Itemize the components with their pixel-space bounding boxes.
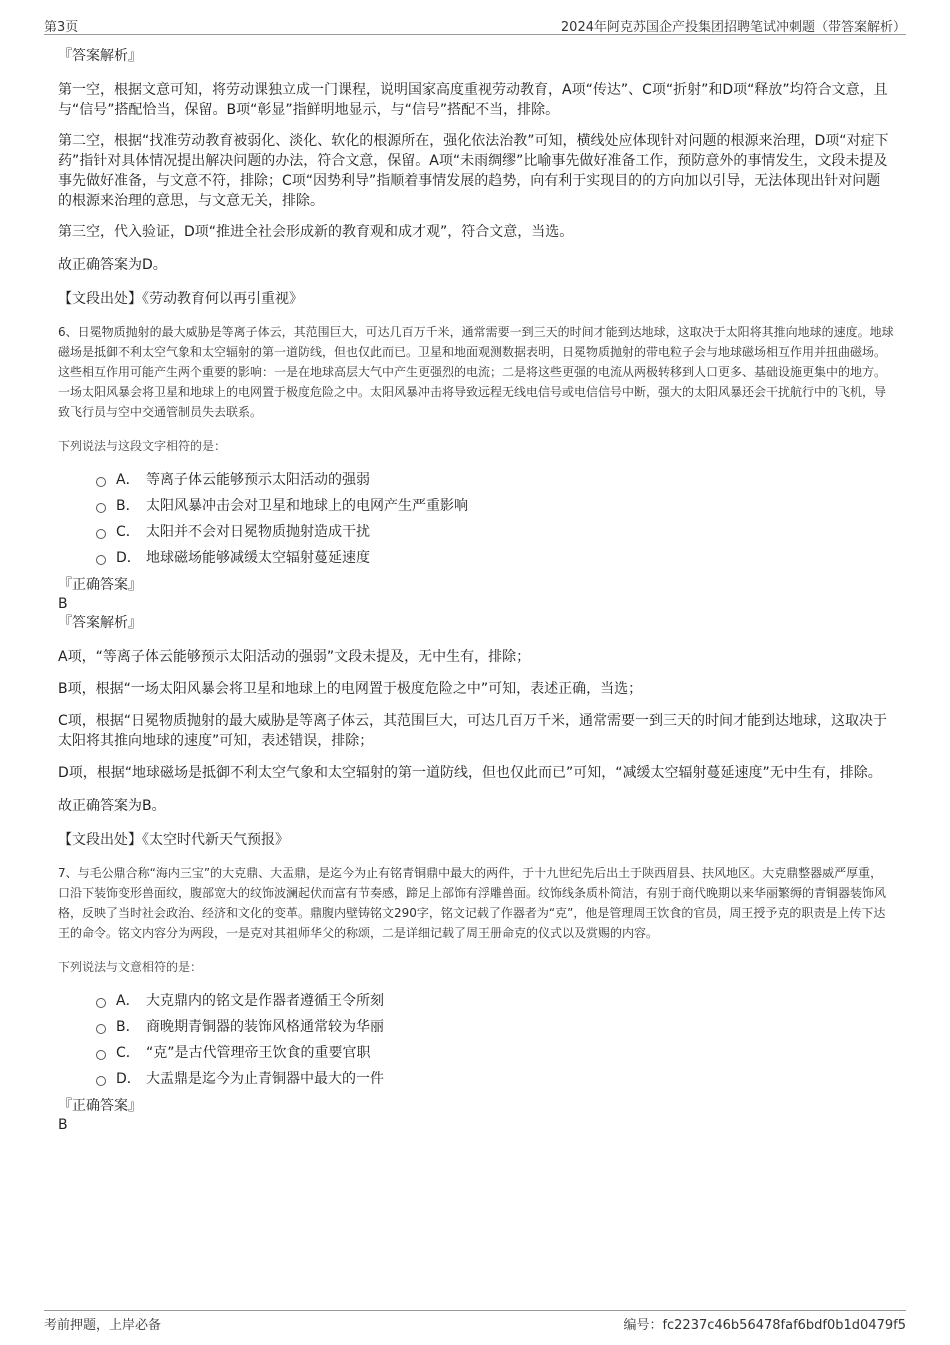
option-a[interactable]: A． 大克鼎内的铭文是作器者遵循王令所刻: [96, 987, 894, 1013]
option-d[interactable]: D． 大盂鼎是迄今为止青铜器中最大的一件: [96, 1065, 894, 1091]
radio-button[interactable]: [96, 1050, 106, 1060]
analysis-paragraph: D项，根据“地球磁场是抵御不利太空气象和太空辐射的第一道防线，但也仅此而已”可知，“减缓太空辐射蔓延速度”无中生有，排除。: [58, 765, 882, 781]
option-a[interactable]: A． 等离子体云能够预示太阳活动的强弱: [96, 466, 894, 492]
page-number: 第3页: [44, 20, 79, 35]
radio-button[interactable]: [96, 529, 106, 539]
option-list: [96, 466, 894, 570]
option-list: [96, 987, 894, 1091]
radio-button[interactable]: [96, 503, 106, 513]
radio-button[interactable]: [96, 998, 106, 1008]
option-b[interactable]: B． 太阳风暴冲击会对卫星和地球上的电网产生严重影响: [96, 492, 894, 518]
option-text: 太阳风暴冲击会对卫星和地球上的电网产生严重影响: [146, 498, 468, 514]
analysis-paragraph: 第三空，代入验证，D项“推进全社会形成新的教育观和成才观”，符合文意，当选。: [58, 224, 574, 240]
radio-button[interactable]: [96, 1024, 106, 1034]
footer-slogan: 考前押题，上岸必备: [44, 1318, 162, 1333]
conclusion: 故正确答案为D。: [58, 257, 167, 273]
correct-answer-value: B: [58, 596, 68, 612]
analysis-label: 『答案解析』: [58, 48, 142, 64]
page-header: [44, 14, 906, 35]
analysis-paragraph: B项，根据“一场太阳风暴会将卫星和地球上的电网置于极度危险之中”可知，表述正确，当选；: [58, 681, 643, 697]
conclusion: 故正确答案为B。: [58, 798, 166, 814]
source-citation: 【文段出处】《劳动教育何以再引重视》: [58, 291, 303, 307]
question-stem: 6、日冕物质抛射的最大威胁是等离子体云，其范围巨大，可达几百万千米，通常需要一到三天的时间才能到达地球，这取决于太阳将其推向地球的速度。地球磁场是抵御不利太空气象和太空辐射的第一道防线，但也仅此而已。卫星和地面观测数据表明，日冕物质抛射的带电粒子会与地球磁场相互作用并扭曲磁场。这些相互作用可能产生两个重要的影响：一是在地球高层大气中产生更强烈的电流；二是将这些更强的电流从两极转移到人口更多、基础设施更集中的地方。一场太阳风暴会将卫星和地球上的电网置于极度危险之中。太阳风暴冲击将导致远程无线电信号或电信信号中断，强大的太阳风暴还会干扰航行中的飞机，导致飞行员与空中交通管制员失去联系。: [58, 325, 894, 419]
page-footer: [44, 1310, 906, 1331]
option-b[interactable]: B． 商晚期青铜器的装饰风格通常较为华丽: [96, 1013, 894, 1039]
question-prompt: 下列说法与文意相符的是：: [58, 960, 203, 974]
option-text: 商晚期青铜器的装饰风格通常较为华丽: [146, 1019, 384, 1035]
option-text: 大盂鼎是迄今为止青铜器中最大的一件: [146, 1071, 384, 1087]
analysis-paragraph: A项，“等离子体云能够预示太阳活动的强弱”文段未提及，无中生有，排除；: [58, 649, 531, 665]
option-text: 地球磁场能够减缓太空辐射蔓延速度: [146, 550, 370, 566]
correct-answer-label: 『正确答案』: [58, 1098, 142, 1114]
option-text: “克”是古代管理帝王饮食的重要官职: [146, 1045, 371, 1061]
analysis-label: 『答案解析』: [58, 615, 142, 631]
radio-button[interactable]: [96, 477, 106, 487]
option-text: 等离子体云能够预示太阳活动的强弱: [146, 472, 370, 488]
option-text: 大克鼎内的铭文是作器者遵循王令所刻: [146, 993, 384, 1009]
document-title: 2024年阿克苏国企产投集团招聘笔试冲刺题（带答案解析）: [560, 20, 906, 35]
page-content: [58, 44, 894, 1135]
analysis-paragraph: 第二空，根据“找准劳动教育被弱化、淡化、软化的根源所在，强化依法治教”可知，横线处应体现针对问题的根源来治理，D项“对症下药”指针对具体情况提出解决问题的办法，符合文意，保留。A项“未雨绸缪”比喻事先做好准备工作，预防意外的事情发生，文段未提及事先做好准备，与文意不符，排除；C项“因势利导”指顺着事情发展的趋势，向有利于实现目的的方向加以引导，无法体现出针对问题的根源来治理的意思，与文意无关，排除。: [58, 133, 889, 209]
radio-button[interactable]: [96, 555, 106, 565]
option-c[interactable]: C． “克”是古代管理帝王饮食的重要官职: [96, 1039, 894, 1065]
option-text: 太阳并不会对日冕物质抛射造成干扰: [146, 524, 370, 540]
correct-answer-label: 『正确答案』: [58, 577, 142, 593]
analysis-paragraph: C项，根据“日冕物质抛射的最大威胁是等离子体云，其范围巨大，可达几百万千米，通常需要一到三天的时间才能到达地球，这取决于太阳将其推向地球的速度”可知，表述错误，排除；: [58, 713, 888, 749]
option-c[interactable]: C． 太阳并不会对日冕物质抛射造成干扰: [96, 518, 894, 544]
correct-answer-value: B: [58, 1117, 68, 1133]
question-prompt: 下列说法与这段文字相符的是：: [58, 439, 227, 453]
analysis-paragraph: 第一空，根据文意可知，将劳动课独立成一门课程，说明国家高度重视劳动教育，A项“传达”、C项“折射”和D项“释放”均符合文意，且与“信号”搭配恰当，保留。B项“彰显”指鲜明地显示，与“信号”搭配不当，排除。: [58, 82, 888, 118]
question-stem: 7、与毛公鼎合称“海内三宝”的大克鼎、大盂鼎，是迄今为止有铭青铜鼎中最大的两件，于十九世纪先后出土于陕西眉县、扶风地区。大克鼎整器威严厚重，口沿下装饰变形兽面纹，腹部宽大的纹饰波澜起伏而富有节奏感，蹄足上部饰有浮雕兽面。纹饰线条质朴简洁，有别于商代晚期以来华丽繁缛的青铜器装饰风格，反映了当时社会政治、经济和文化的变革。鼎腹内壁铸铭文290字，铭文记载了作器者为“克”，他是管理周王饮食的官员，周王授予克的职责是上传下达王的命令。铭文内容分为两段，一是克对其祖师华父的称颂，二是详细记载了周王册命克的仪式以及赏赐的内容。: [58, 866, 887, 940]
source-citation: 【文段出处】《太空时代新天气预报》: [58, 832, 289, 848]
option-d[interactable]: D． 地球磁场能够减缓太空辐射蔓延速度: [96, 544, 894, 570]
radio-button[interactable]: [96, 1076, 106, 1086]
document-id: 编号：fc2237c46b56478faf6bdf0b1d0479f5: [623, 1318, 906, 1333]
